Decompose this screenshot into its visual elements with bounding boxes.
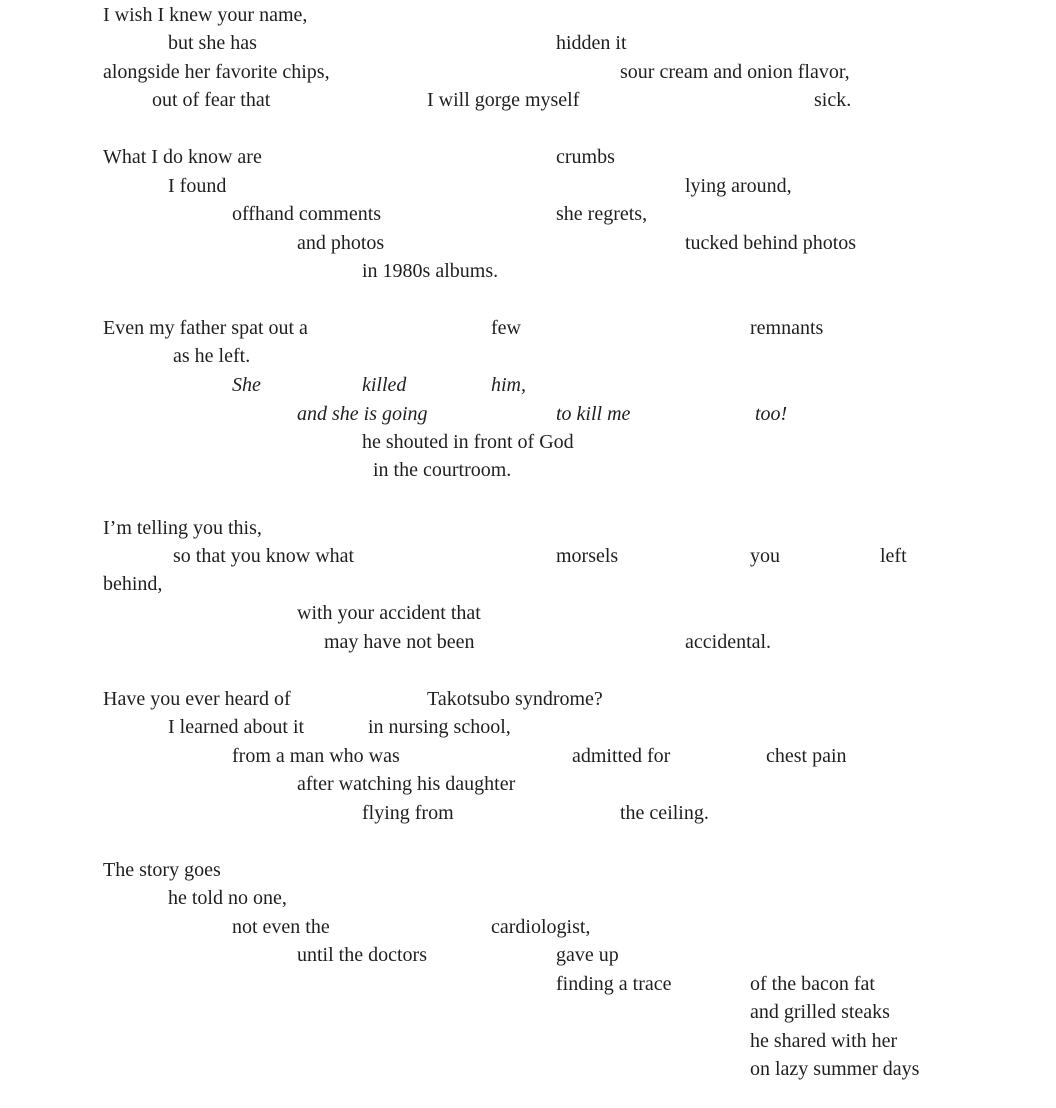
poem-fragment: sour cream and onion flavor, [620, 61, 850, 83]
poem-fragment: gave up [556, 944, 619, 966]
poem-fragment: flying from [362, 802, 454, 824]
poem-fragment: admitted for [572, 745, 671, 767]
poem-fragment: behind, [103, 573, 163, 595]
poem-fragment: and grilled steaks [750, 1001, 890, 1023]
poem-fragment: after watching his daughter [297, 773, 516, 795]
poem-fragment: as he left. [173, 345, 251, 367]
poem-fragment: in the courtroom. [373, 459, 512, 481]
poem-fragment: Even my father spat out a [103, 317, 308, 339]
poem-fragment: Takotsubo syndrome? [427, 688, 603, 710]
poem-fragment: not even the [232, 916, 330, 938]
poem-fragment: he told no one, [168, 887, 287, 909]
poem-fragment: in nursing school, [368, 716, 511, 738]
poem-fragment: I learned about it [168, 716, 305, 738]
poem-fragment: may have not been [324, 631, 475, 653]
poem-fragment: left [880, 545, 907, 567]
poem-fragment: I wish I knew your name, [103, 4, 308, 26]
poem-fragment: I will gorge myself [427, 89, 580, 111]
poem-fragment: Have you ever heard of [103, 688, 291, 710]
poem-fragment: out of fear that [152, 89, 271, 111]
poem-fragment: but she has [168, 32, 257, 54]
poem-fragment: cardiologist, [491, 916, 591, 938]
poem-fragment-italic: and she is going [297, 403, 428, 425]
poem-fragment: sick. [814, 89, 852, 111]
poem-fragment: few [491, 317, 521, 339]
poem-fragment: I found [168, 175, 227, 197]
poem-fragment: he shared with her [750, 1030, 898, 1052]
poem-fragment: in 1980s albums. [362, 260, 499, 282]
poem-fragment: and photos [297, 232, 385, 254]
poem-fragment: lying around, [685, 175, 792, 197]
poem-fragment: tucked behind photos [685, 232, 857, 254]
poem-fragment: alongside her favorite chips, [103, 61, 330, 83]
poem-fragment-italic: to kill me [556, 403, 631, 425]
poem-fragment: I’m telling you this, [103, 517, 262, 539]
poem-fragment: he shouted in front of God [362, 431, 574, 453]
poem-fragment: What I do know are [103, 146, 262, 168]
poem-fragment-italic: killed [362, 374, 407, 396]
poem-fragment: with your accident that [297, 602, 481, 624]
poem-fragment: finding a trace [556, 973, 672, 995]
poem-fragment: she regrets, [556, 203, 648, 225]
poem-fragment: so that you know what [173, 545, 355, 567]
poem-fragment: offhand comments [232, 203, 382, 225]
poem-fragment: remnants [750, 317, 824, 339]
poem-fragment: morsels [556, 545, 619, 567]
poem-fragment: from a man who was [232, 745, 400, 767]
poem-fragment: until the doctors [297, 944, 427, 966]
poem-fragment: The story goes [103, 859, 221, 881]
poem-fragment: the ceiling. [620, 802, 709, 824]
poem-fragment: hidden it [556, 32, 627, 54]
poem-fragment: on lazy summer days [750, 1058, 920, 1080]
poem-fragment: of the bacon fat [750, 973, 875, 995]
poem-fragment: accidental. [685, 631, 772, 653]
poem-fragment-italic: too! [755, 403, 788, 425]
poem-fragment: you [750, 545, 780, 567]
poem-fragment-italic: She [232, 374, 261, 396]
poem-fragment: chest pain [766, 745, 847, 767]
poem-fragment-italic: him, [491, 374, 526, 396]
poem-fragment: crumbs [556, 146, 615, 168]
